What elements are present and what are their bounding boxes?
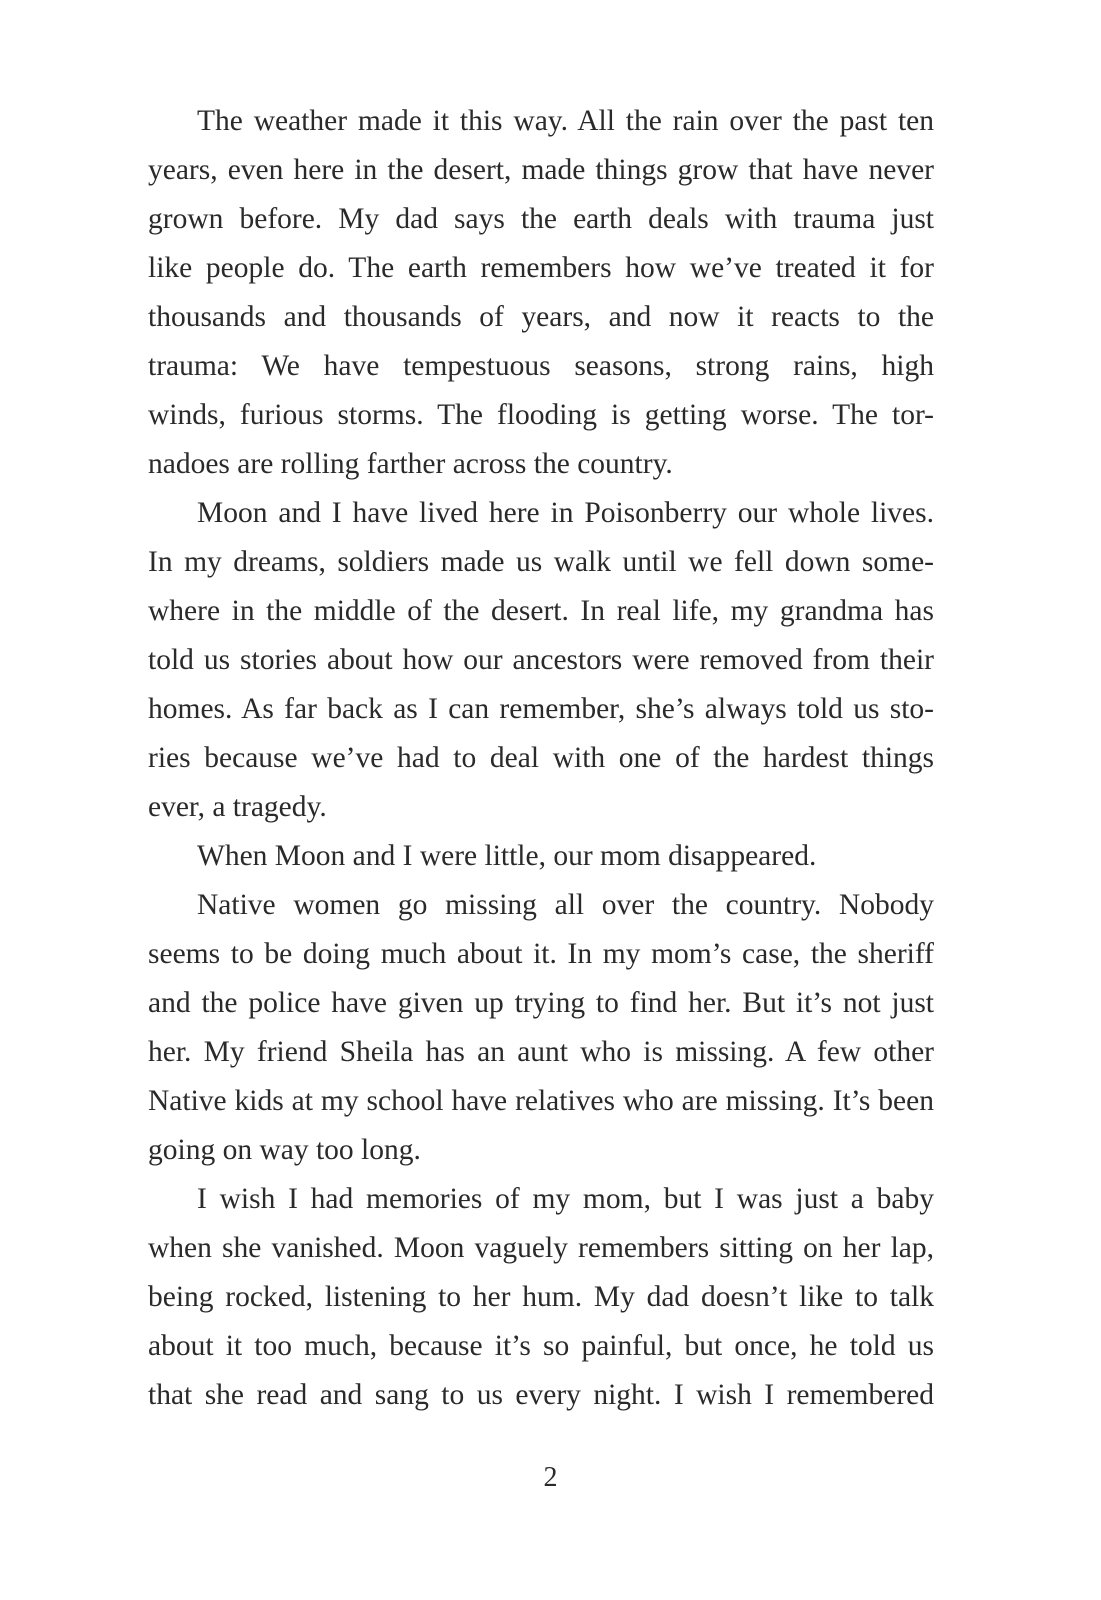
text-line: Native women go missing all over the country. Nobody	[197, 889, 934, 921]
text-line: ries because we’ve had to deal with one of the hardest things	[148, 742, 934, 774]
text-line: grown before. My dad says the earth deals with trauma just	[148, 203, 934, 235]
text-line: where in the middle of the desert. In real life, my grandma has	[148, 595, 934, 627]
text-line: her. My friend Sheila has an aunt who is missing. A few other	[148, 1036, 934, 1068]
text-line: The weather made it this way. All the rain over the past ten	[197, 105, 934, 137]
text-line: years, even here in the desert, made things grow that have never	[148, 154, 934, 186]
text-line: ever, a tragedy.	[148, 791, 327, 823]
text-line: being rocked, listening to her hum. My dad doesn’t like to talk	[148, 1281, 934, 1313]
text-line: When Moon and I were little, our mom disappeared.	[197, 840, 817, 872]
text-line: thousands and thousands of years, and now it reacts to the	[148, 301, 934, 333]
text-line: told us stories about how our ancestors were removed from their	[148, 644, 934, 676]
text-line: when she vanished. Moon vaguely remembers sitting on her lap,	[148, 1232, 934, 1264]
text-line: that she read and sang to us every night. I wish I remembered	[148, 1379, 934, 1411]
text-line: trauma: We have tempestuous seasons, strong rains, high	[148, 350, 934, 382]
page-text	[148, 97, 934, 1457]
page-number: 2	[543, 1462, 558, 1493]
text-line: homes. As far back as I can remember, she’s always told us sto-	[148, 693, 934, 725]
text-line: going on way too long.	[148, 1134, 421, 1166]
text-line: about it too much, because it’s so painful, but once, he told us	[148, 1330, 934, 1362]
text-line: winds, furious storms. The flooding is getting worse. The tor-	[148, 399, 934, 431]
text-line: seems to be doing much about it. In my mom’s case, the sheriff	[148, 938, 934, 970]
text-line: nadoes are rolling farther across the country.	[148, 448, 673, 480]
text-line: In my dreams, soldiers made us walk until we fell down some-	[148, 546, 934, 578]
text-line: Native kids at my school have relatives who are missing. It’s been	[148, 1085, 934, 1117]
text-line: I wish I had memories of my mom, but I was just a baby	[197, 1183, 934, 1215]
text-line: Moon and I have lived here in Poisonberry our whole lives.	[197, 497, 934, 529]
text-line: like people do. The earth remembers how we’ve treated it for	[148, 252, 934, 284]
text-line: and the police have given up trying to find her. But it’s not just	[148, 987, 934, 1019]
